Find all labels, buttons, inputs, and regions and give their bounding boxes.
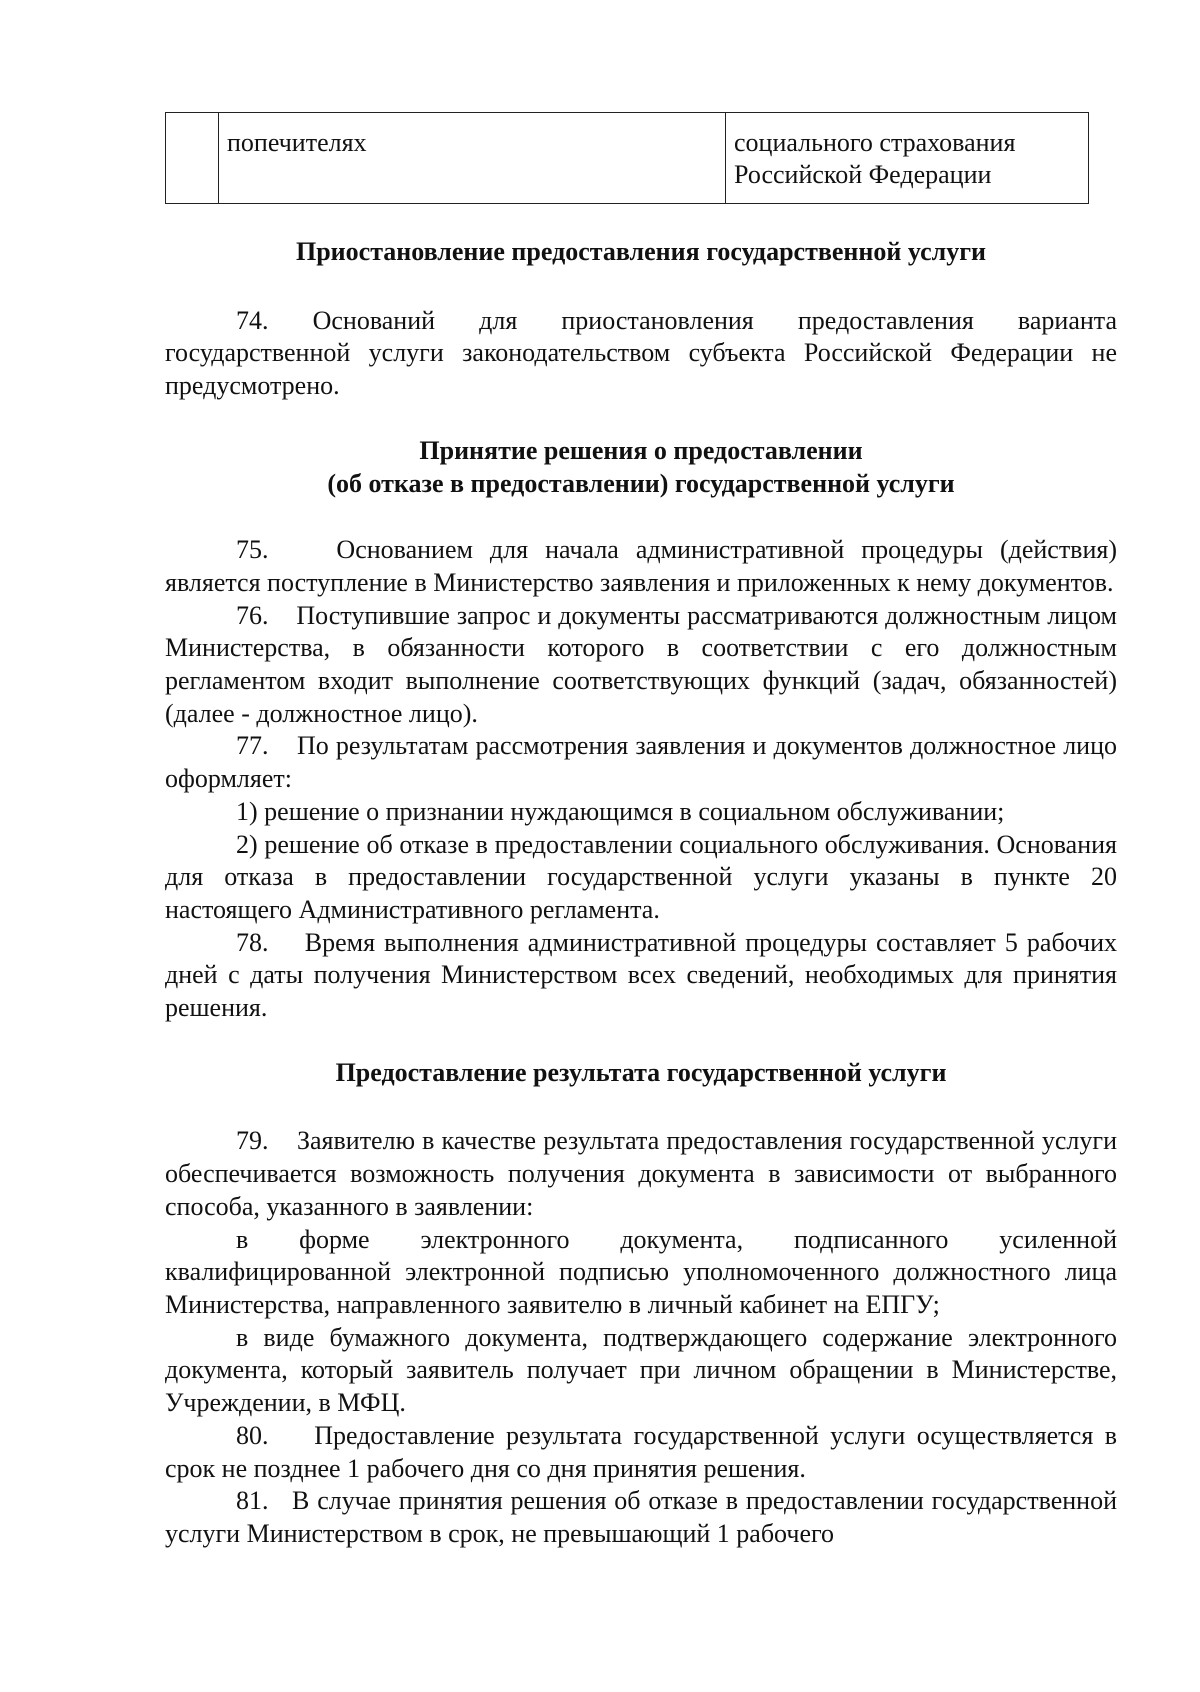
table-fragment [165,112,1089,204]
paragraph-79-option-electronic: в форме электронного документа, подписанного усиленной квалифицированной электронной подписью уполномоченного должностного лица Министерства, направленного заявителю в личный кабинет на ЕПГУ; [165,1224,1117,1319]
table-cell-number [166,113,219,204]
section-heading-decision-line1: Принятие решения о предоставлении [419,435,863,465]
section-heading-suspension: Приостановление предоставления государственной услуги [295,237,986,266]
paragraph-77-item-2: 2) решение об отказе в предоставлении социального обслуживания. Основания для отказа в предоставлении государственной услуги указаны в пункте 20 настоящего Административного регламента. [165,829,1117,924]
paragraph-80: 80. Предоставление результата государственной услуги осуществляется в срок не позднее 1 рабочего дня со дня принятия решения. [165,1420,1117,1483]
section-heading-decision-line2: (об отказе в предоставлении) государственной услуги [327,468,955,498]
section-heading-result: Предоставление результата государственной услуги [335,1057,947,1087]
paragraph-81: 81. В случае принятия решения об отказе в предоставлении государственной услуги Министерством в срок, не превышающий 1 рабочего [165,1486,1117,1548]
section-heading-decision [165,435,1117,500]
table-cell-authority: социального страхования Российской Федерации [726,113,1089,204]
paragraph-78: 78. Время выполнения административной процедуры составляет 5 рабочих дней с даты получения Министерством всех сведений, необходимых для принятия решения. [165,927,1117,1023]
document-body [165,236,1117,1551]
paragraph-79-option-paper: в виде бумажного документа, подтверждающего содержание электронного документа, который заявитель получает при личном обращении в Министерстве, Учреждении, в МФЦ. [165,1322,1117,1418]
paragraph-77-item-1: 1) решение о признании нуждающимся в социальном обслуживании; [236,796,1005,826]
paragraph-75: 75. Основанием для начала административной процедуры (действия) является поступление в Министерство заявления и приложенных к нему документов. [165,535,1117,597]
paragraph-76: 76. Поступившие запрос и документы рассматриваются должностным лицом Министерства, в обязанности которого в соответствии с его должностным регламентом входит выполнение соответствующих функций (задач, обязанностей) (далее - должностное лицо). [165,600,1117,728]
paragraph-77: 77. По результатам рассмотрения заявления и документов должностное лицо оформляет: [165,731,1117,794]
table-cell-category: попечителях [219,113,726,204]
paragraph-74: 74. Оснований для приостановления предоставления варианта государственной услуги законодательством субъекта Российской Федерации не предусмотрено. [165,305,1117,401]
table-row [166,113,1089,204]
paragraph-79: 79. Заявителю в качестве результата предоставления государственной услуги обеспечивается возможность получения документа в зависимости от выбранного способа, указанного в заявлении: [165,1126,1117,1221]
